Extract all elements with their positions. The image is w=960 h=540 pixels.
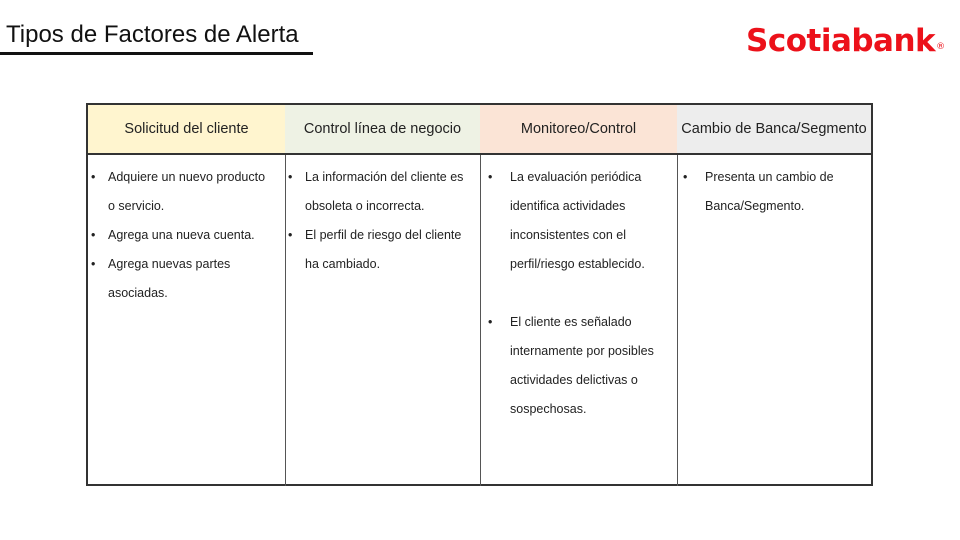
list-item-text: Agrega una nueva cuenta. [108,228,255,242]
bullet-icon: • [683,170,688,184]
table-header-row [88,105,871,155]
bullet-icon: • [288,228,293,242]
list-item [91,163,273,221]
list-item [488,308,668,424]
page-title: Tipos de Factores de Alerta [6,21,299,48]
list-item [488,163,668,279]
list-item-text: El cliente es señalado internamente por posibles actividades delictivas o sospechosas. [510,315,654,416]
list-item [91,221,283,250]
bullet-icon: • [488,170,493,184]
alert-factors-table [86,103,873,486]
bullet-icon: • [488,315,493,329]
header-cambio-banca-segmento: Cambio de Banca/Segmento [677,105,871,153]
column-divider [285,155,286,486]
header-solicitud-cliente: Solicitud del cliente [88,105,285,153]
bullet-icon: • [91,170,96,184]
bullet-icon: • [91,257,96,271]
header-monitoreo-control: Monitoreo/Control [480,105,677,153]
list-item [91,250,278,308]
column-divider [480,155,481,486]
title-underline [0,52,313,55]
list-item [683,163,865,221]
list-item-text: La evaluación periódica identifica actividades inconsistentes con el perfil/riesgo establecido. [510,170,645,271]
list-item [288,163,475,221]
logo-wordmark: Scotiabank [746,23,936,59]
list-item-text: Presenta un cambio de Banca/Segmento. [705,170,834,213]
scotiabank-logo [746,22,945,66]
bullet-icon: • [91,228,96,242]
column-divider [677,155,678,486]
registered-mark: ® [936,42,945,52]
bullet-icon: • [288,170,293,184]
list-item-text: Adquiere un nuevo producto o servicio. [108,170,266,213]
header-control-linea-negocio: Control línea de negocio [285,105,480,153]
list-item-text: Agrega nuevas partes asociadas. [108,257,231,300]
list-item-text: La información del cliente es obsoleta o incorrecta. [305,170,464,213]
list-item-text: El perfil de riesgo del cliente ha cambiado. [305,228,462,271]
list-item [288,221,475,279]
